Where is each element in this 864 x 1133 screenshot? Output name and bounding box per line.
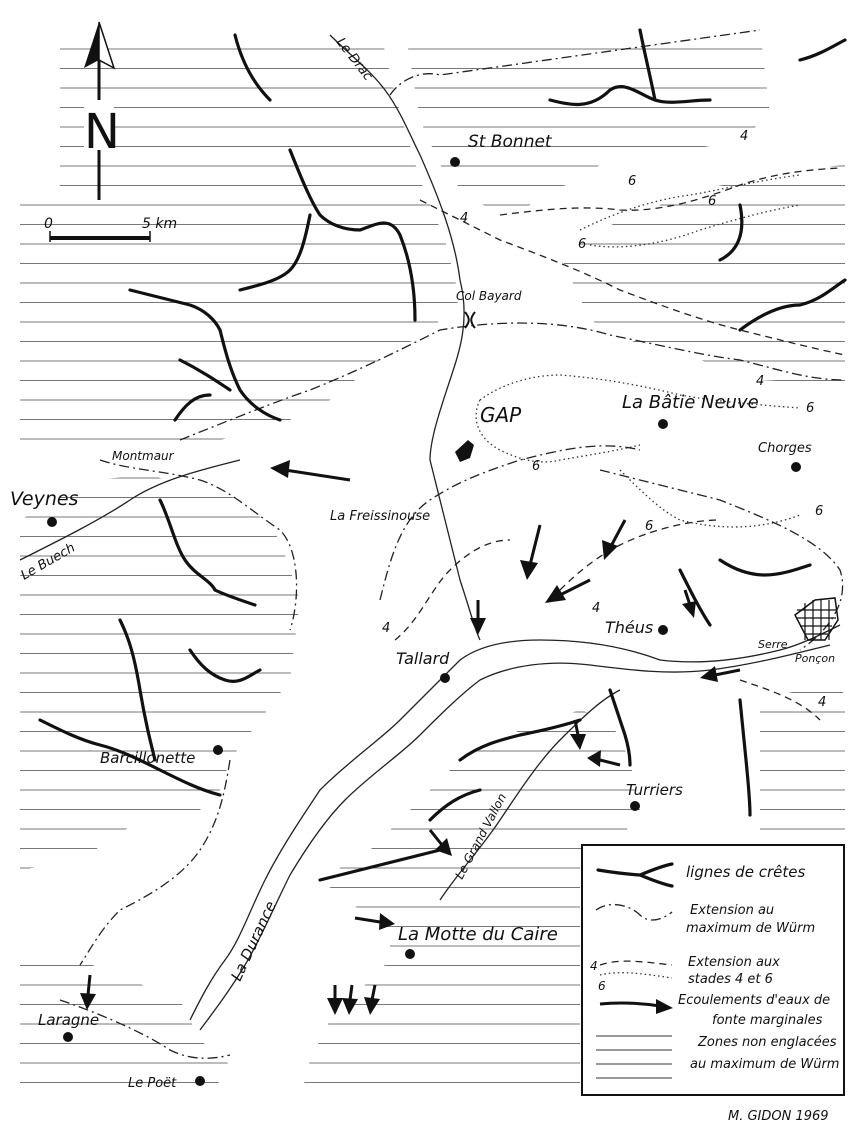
legend-unglaciated-label-2: au maximum de Würm (690, 1057, 840, 1072)
label-barcillonette: Barcillonette (100, 749, 196, 767)
label-montmaur: Montmaur (112, 449, 174, 463)
legend-stage-num-6: 6 (598, 979, 606, 993)
stage-label-6: 6 (708, 194, 717, 209)
compass-letter: N (84, 104, 120, 160)
label-tallard: Tallard (396, 649, 450, 668)
label-la-motte-du-caire: La Motte du Caire (398, 924, 558, 945)
label-col-bayard: Col Bayard (456, 289, 522, 303)
label-le-grand-vallon: Le Grand Vallon (452, 791, 510, 882)
label-poncon: Ponçon (795, 652, 836, 665)
stage-label-6: 6 (532, 459, 541, 474)
stage-label-4: 4 (740, 129, 749, 144)
label-la-durance: La Durance (227, 898, 280, 984)
scale-end: 5 km (142, 216, 178, 232)
stage-label-4: 4 (460, 211, 469, 226)
legend-unglaciated-label-1: Zones non englacées (698, 1035, 837, 1050)
gap-city-icon (455, 440, 474, 462)
stage-label-4: 4 (592, 601, 601, 616)
label-le-poet: Le Poët (128, 1076, 177, 1091)
label-serre: Serre (758, 638, 788, 651)
label-gap: GAP (480, 403, 522, 427)
scale-start: 0 (44, 216, 53, 232)
legend-stage-num-4: 4 (590, 959, 598, 973)
stage-label-6: 6 (578, 237, 587, 252)
stage-label-4: 4 (382, 621, 391, 636)
stage-label-4: 4 (818, 695, 827, 710)
label-le-drac: Le Drac (332, 35, 376, 84)
label-chorges: Chorges (758, 441, 812, 456)
label-laragne: Laragne (38, 1011, 100, 1029)
legend-wurm-label-2: maximum de Würm (686, 921, 816, 936)
legend-stages-label-2: stades 4 et 6 (688, 972, 773, 987)
label-theus: Théus (605, 618, 654, 637)
col-bayard-pass-icon (465, 312, 475, 328)
label-st-bonnet: St Bonnet (468, 132, 552, 152)
river-valley-n (430, 460, 480, 640)
unglaciated-zone-e (760, 680, 845, 830)
label-turriers: Turriers (626, 781, 683, 799)
stage-label-6: 6 (645, 519, 654, 534)
legend-wurm-label-1: Extension au (690, 903, 775, 918)
legend-meltwater-label-2: fonte marginales (712, 1013, 823, 1028)
credit: M. GIDON 1969 (728, 1109, 829, 1124)
label-veynes: Veynes (10, 488, 79, 510)
label-le-buech: Le Buech (18, 540, 78, 584)
stage-label-6: 6 (815, 504, 824, 519)
legend-stages-label-1: Extension aux (688, 955, 780, 970)
legend (582, 845, 844, 1095)
label-la-batie-neuve: La Bâtie Neuve (622, 392, 759, 413)
legend-ridges-label: lignes de crêtes (686, 863, 806, 881)
legend-meltwater-label-1: Ecoulements d'eaux de (678, 993, 831, 1008)
stage-label-4: 4 (756, 374, 765, 389)
stage-label-6: 6 (628, 174, 637, 189)
label-la-freissinouse: La Freissinouse (330, 509, 431, 524)
stage-label-6: 6 (806, 401, 815, 416)
